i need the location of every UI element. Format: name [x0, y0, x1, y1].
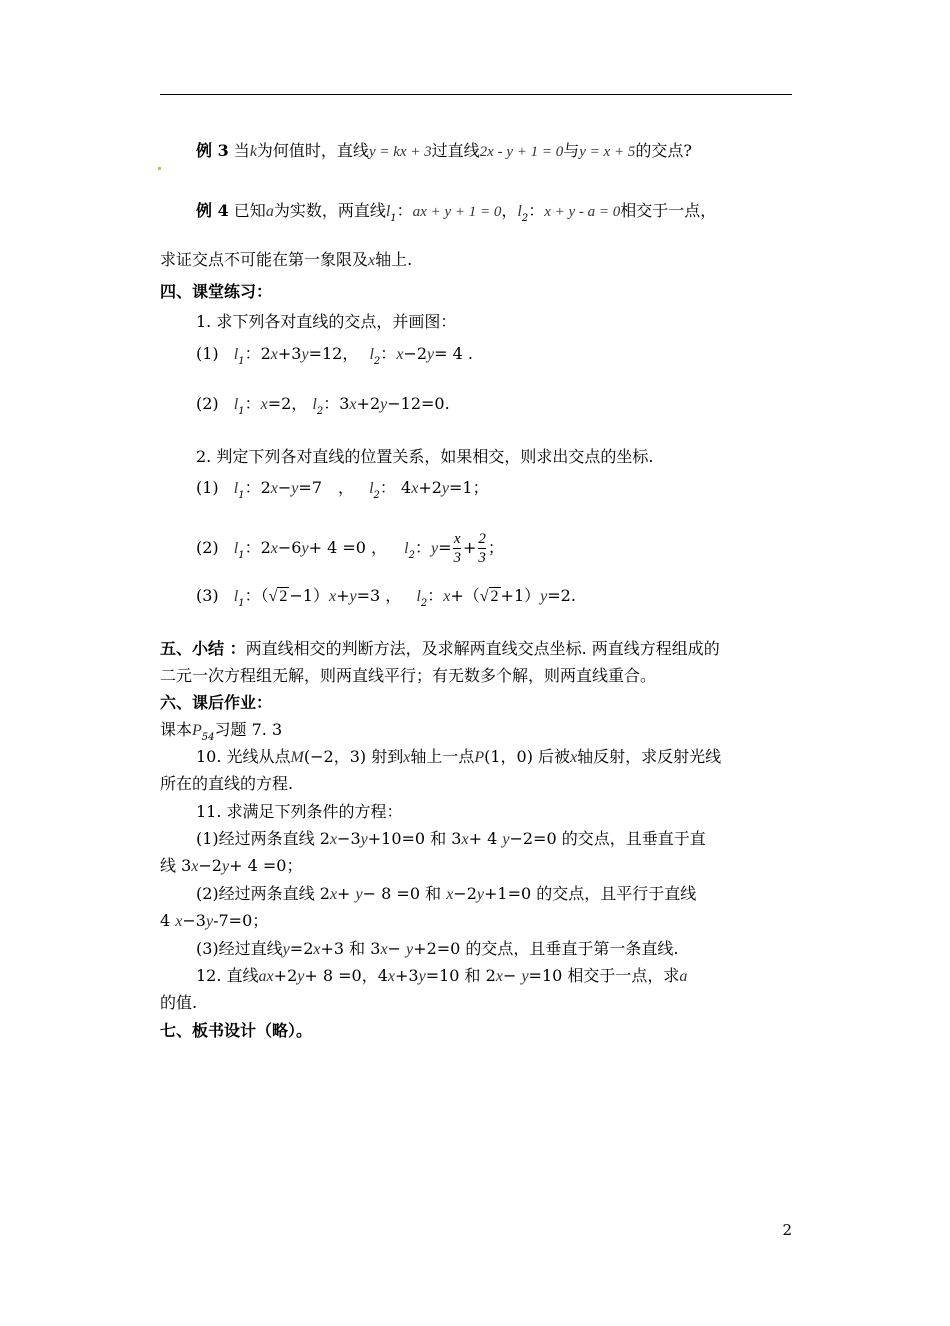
fraction-x-over-3: $\frac{x}{3}$ — [453, 531, 461, 566]
example-4-line2: 求证交点不可能在第一象限及x轴上. — [160, 250, 413, 269]
example-4: 例 4 已知a为实数，两直线$l_1$：ax + y + 1 = 0，$l_2$：x + y - a = 0相交于一点， — [196, 201, 717, 224]
equation: y = x + 5 — [579, 144, 636, 160]
question-12: 12. 直线ax+2y+ 8 =0，4x+3y=10 和 2x− y=10 相交于一点，求a — [196, 966, 688, 985]
question-12-line2: 的值. — [160, 993, 198, 1012]
equation: x + y - a = 0 — [544, 204, 621, 220]
exercise-1-title: 1. 求下列各对直线的交点，并画图： — [196, 312, 457, 331]
question-11-title: 11. 求满足下列条件的方程： — [196, 802, 403, 821]
exercise-1-part-1: (1) $l_1$：2x+3y=12， $l_2$：x−2y= 4 . — [196, 344, 473, 367]
exercise-1-part-2: (2) $l_1$：x=2， $l_2$：3x+2y−12=0. — [196, 394, 450, 417]
section-4-heading: 四、课堂练习： — [160, 282, 273, 301]
section-5-heading: 五、小结 ： — [160, 639, 246, 658]
exercise-2-part-3: (3) $l_1$：（√ 2 −1）x+y=3 ， $l_2$：x+（√ 2 +1）y=2. — [196, 586, 576, 609]
ink-dot — [158, 167, 161, 170]
equation: 2x - y + 1 = 0 — [479, 144, 564, 160]
section-5-line2: 二元一次方程组无解，则两直线平行；有无数多个解，则两直线重合。 — [160, 666, 657, 685]
question-11-part-1-line2: 线 3x−2y+ 4 =0； — [160, 856, 303, 875]
page-number: 2 — [782, 1221, 792, 1239]
question-11-part-2-line2: 4 x−3y-7=0； — [160, 911, 269, 930]
example-3: 例 3 当k为何值时，直线y = kx + 3过直线2x - y + 1 = 0与y = x + 5的交点? — [196, 141, 692, 160]
equation: ax + y + 1 = 0 — [412, 204, 502, 220]
question-11-part-1: (1)经过两条直线 2x−3y+10=0 和 3x+ 4 y−2=0 的交点，且垂直于直 — [196, 829, 706, 848]
question-10-line2: 所在的直线的方程. — [160, 774, 294, 793]
section-7-heading: 七、板书设计（略）。 — [160, 1021, 313, 1040]
textbook-reference: 课本$P_{54}$习题 7. 3 — [160, 720, 283, 743]
exercise-2-part-1: (1) $l_1$：2x−y=7 ， $l_2$： 4x+2y=1； — [196, 478, 489, 501]
equation: y = kx + 3 — [368, 144, 432, 160]
square-root: √ 2 — [268, 588, 288, 605]
square-root: √ 2 — [479, 588, 499, 605]
question-11-part-2: (2)经过两条直线 2x+ y− 8 =0 和 x−2y+1=0 的交点，且平行于直线 — [196, 884, 697, 903]
example-4-label: 例 4 — [196, 201, 229, 220]
exercise-2-part-2: (2) $l_1$：2x−6y+ 4 =0 ， $l_2$：y= $\frac{x}{3}$ + $\frac{2}{3}$ ； — [196, 531, 504, 566]
exercise-2-title: 2. 判定下列各对直线的位置关系，如果相交，则求出交点的坐标. — [196, 447, 654, 466]
example-3-label: 例 3 — [196, 141, 229, 160]
section-5-summary: 五、小结 ：两直线相交的判断方法，及求解两直线交点坐标. 两直线方程组成的 — [160, 639, 720, 658]
section-6-heading: 六、课后作业： — [160, 693, 273, 712]
header-rule — [160, 94, 792, 95]
question-11-part-3: (3)经过直线y=2x+3 和 3x− y+2=0 的交点，且垂直于第一条直线. — [196, 939, 679, 958]
fraction-2-over-3: $\frac{2}{3}$ — [478, 531, 486, 566]
question-10: 10. 光线从点M(−2，3) 射到x轴上一点P(1，0) 后被x轴反射，求反射光线 — [196, 747, 722, 766]
